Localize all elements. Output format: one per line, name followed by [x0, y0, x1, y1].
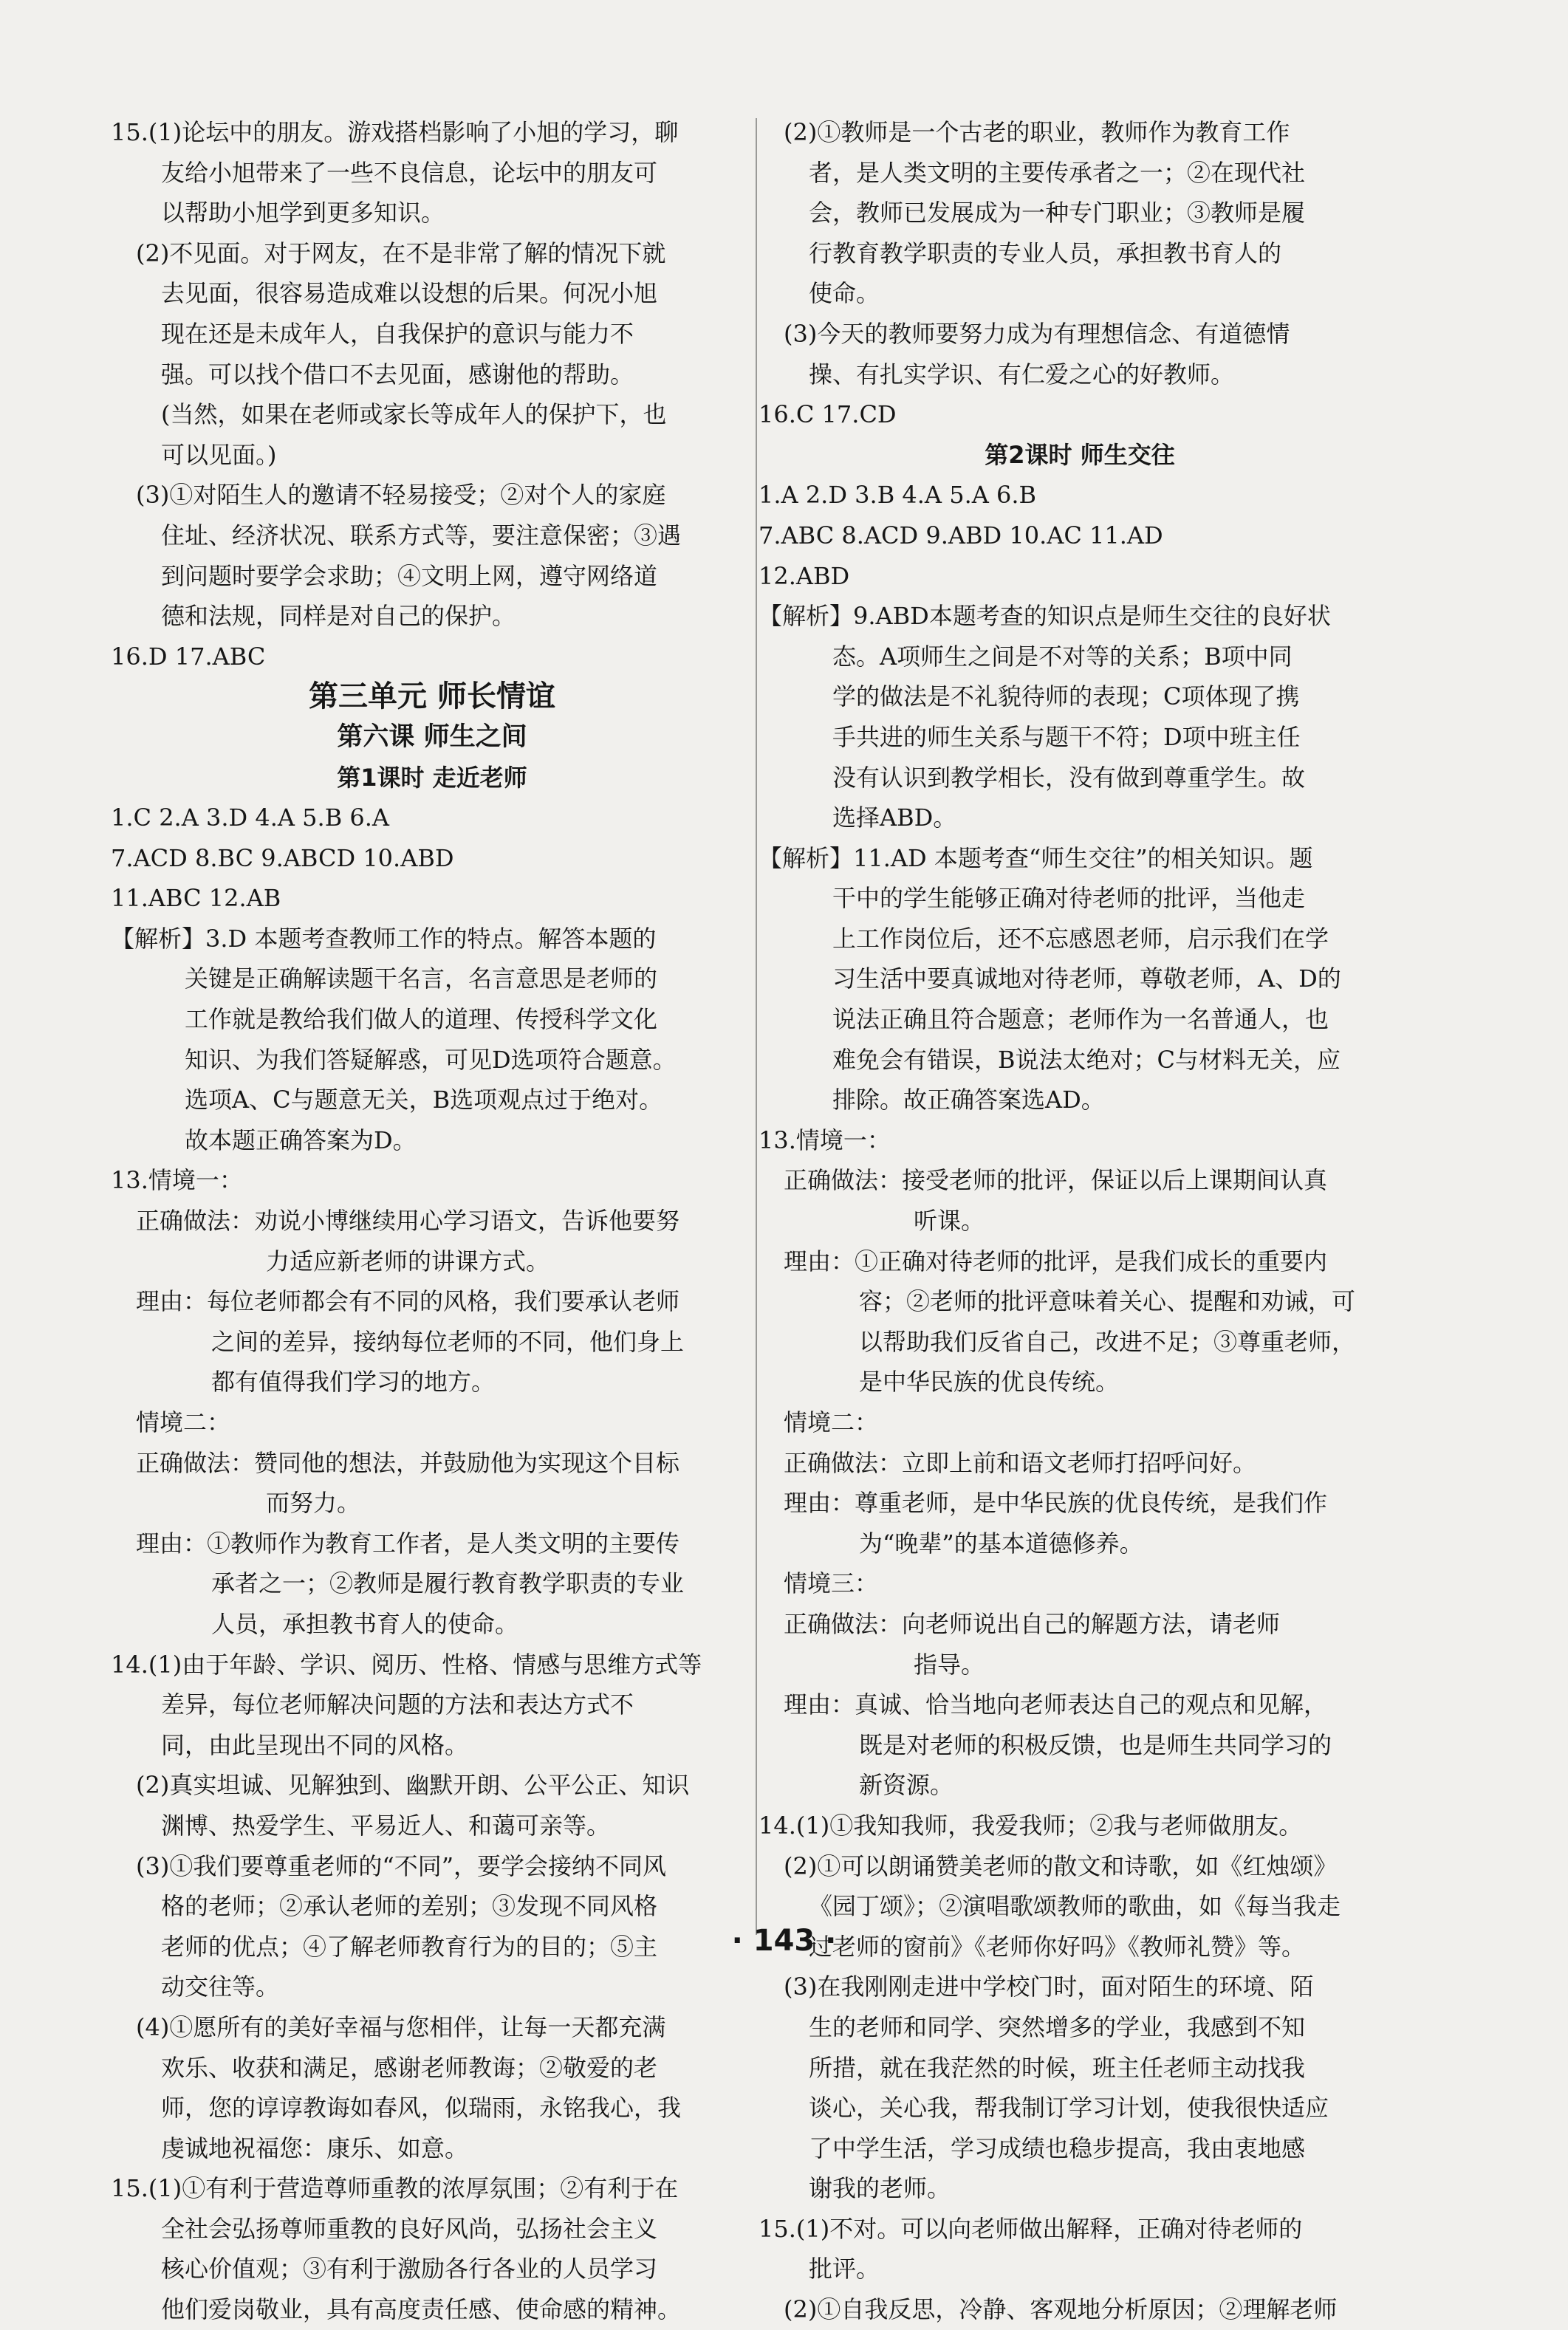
text-line: 会，教师已发展成为一种专门职业；③教师是履: [809, 199, 1306, 227]
text-line: (3)①对陌生人的邀请不轻易接受；②对个人的家庭: [136, 481, 666, 510]
text-line: 排除。故正确答案选AD。: [832, 1086, 1105, 1114]
text-line: 所措，就在我茫然的时候，班主任老师主动找我: [809, 2053, 1306, 2082]
text-line: 新资源。: [859, 1771, 954, 1800]
text-line: 手共进的师生关系与题干不符；D项中班主任: [832, 722, 1301, 751]
text-line: 正确做法：赞同他的想法，并鼓励他为实现这个目标: [136, 1448, 680, 1477]
text-line: 正确做法：接受老师的批评，保证以后上课期间认真: [784, 1166, 1328, 1195]
text-line: (4)①愿所有的美好幸福与您相伴，让每一天都充满: [136, 2012, 666, 2041]
text-line: 动交往等。: [161, 1973, 280, 2001]
text-line: 差异，每位老师解决问题的方法和表达方式不: [161, 1690, 634, 1719]
section-heading: 第1课时 走近老师: [337, 763, 527, 792]
text-line: 说法正确且符合题意；老师作为一名普通人，也: [832, 1005, 1329, 1034]
text-line: 14.(1)由于年龄、学识、阅历、性格、情感与思维方式等: [111, 1650, 702, 1679]
section-heading: 第2课时 师生交往: [985, 440, 1175, 469]
text-line: 住址、经济状况、联系方式等，要注意保密；③遇: [161, 521, 682, 549]
text-line: 15.(1)①有利于营造尊师重教的浓厚氛围；②有利于在: [111, 2174, 679, 2203]
text-line: 到问题时要学会求助；④文明上网，遵守网络道: [161, 561, 658, 590]
text-line: 核心价值观；③有利于激励各行各业的人员学习: [161, 2255, 658, 2283]
text-line: 【解析】9.ABD本题考查的知识点是师生交往的良好状: [759, 602, 1331, 631]
text-line: 13.情境一：: [759, 1125, 891, 1154]
text-line: 正确做法：立即上前和语文老师打招呼问好。: [784, 1448, 1257, 1477]
text-line: 1.A 2.D 3.B 4.A 5.A 6.B: [759, 481, 1037, 510]
text-line: 他们爱岗敬业，具有高度责任感、使命感的精神。: [161, 2295, 682, 2324]
text-line: 干中的学生能够正确对待老师的批评，当他走: [832, 884, 1306, 913]
text-line: 者，是人类文明的主要传承者之一；②在现代社: [809, 158, 1306, 187]
text-line: (3)在我刚刚走进中学校门时，面对陌生的环境、陌: [784, 1973, 1314, 2001]
text-line: (2)①教师是一个古老的职业，教师作为教育工作: [784, 118, 1290, 146]
text-line: 之间的差异，接纳每位老师的不同，他们身上: [211, 1327, 685, 1356]
text-line: 老师的优点；④了解老师教育行为的目的；⑤主: [161, 1932, 658, 1961]
text-line: 上工作岗位后，还不忘感恩老师，启示我们在学: [832, 924, 1329, 953]
text-line: 情境二：: [136, 1408, 231, 1436]
text-line: 7.ABC 8.ACD 9.ABD 10.AC 11.AD: [759, 521, 1163, 549]
text-line: 谈心，关心我，帮我制订学习计划，使我很快适应: [809, 2094, 1329, 2122]
text-line: 以帮助小旭学到更多知识。: [161, 199, 445, 227]
text-line: 情境三：: [784, 1569, 879, 1598]
text-line: 【解析】11.AD 本题考查“师生交往”的相关知识。题: [759, 843, 1313, 872]
text-line: 理由：①教师作为教育工作者，是人类文明的主要传: [136, 1529, 680, 1558]
text-line: (2)真实坦诚、见解独到、幽默开朗、公平公正、知识: [136, 1771, 690, 1800]
text-line: 既是对老师的积极反馈，也是师生共同学习的: [859, 1730, 1332, 1759]
text-line: 选项A、C与题意无关，B选项观点过于绝对。: [185, 1086, 663, 1114]
text-line: (3)①我们要尊重老师的“不同”，要学会接纳不同风: [136, 1851, 667, 1880]
text-line: 全社会弘扬尊师重教的良好风尚，弘扬社会主义: [161, 2214, 658, 2243]
text-line: 操、有扎实学识、有仁爱之心的好教师。: [809, 360, 1235, 388]
text-line: 过老师的窗前》《老师你好吗》《教师礼赞》等。: [809, 1932, 1306, 1961]
section-heading: 第三单元 师长情谊: [309, 679, 555, 714]
text-line: 理由：每位老师都会有不同的风格，我们要承认老师: [136, 1287, 680, 1316]
text-line: 友给小旭带来了一些不良信息，论坛中的朋友可: [161, 158, 658, 187]
text-line: 是中华民族的优良传统。: [859, 1368, 1120, 1397]
text-line: 了中学生活，学习成绩也稳步提高，我由衷地感: [809, 2134, 1306, 2162]
page-number: · 143 ·: [731, 1924, 837, 1958]
text-line: 正确做法：向老师说出自己的解题方法，请老师: [784, 1609, 1281, 1638]
text-line: (当然，如果在老师或家长等成年人的保护下，也: [161, 400, 667, 429]
text-line: 16.C 17.CD: [759, 400, 897, 429]
text-line: 力适应新老师的讲课方式。: [266, 1247, 550, 1275]
text-line: 可以见面。): [161, 440, 277, 469]
text-line: 12.ABD: [759, 561, 850, 590]
text-line: 人员，承担教书育人的使命。: [211, 1609, 519, 1638]
text-line: 16.D 17.ABC: [111, 642, 266, 671]
text-line: 15.(1)论坛中的朋友。游戏搭档影响了小旭的学习，聊: [111, 118, 679, 146]
text-line: 理由：尊重老师，是中华民族的优良传统，是我们作: [784, 1489, 1328, 1518]
text-line: 听课。: [914, 1207, 985, 1236]
section-heading: 第六课 师生之间: [337, 722, 527, 752]
text-line: 学的做法是不礼貌待师的表现；C项体现了携: [832, 682, 1300, 711]
text-line: 15.(1)不对。可以向老师做出解释，正确对待老师的: [759, 2214, 1303, 2243]
text-line: 虔诚地祝福您：康乐、如意。: [161, 2134, 469, 2162]
text-line: 去见面，很容易造成难以设想的后果。何况小旭: [161, 279, 658, 308]
text-line: 同，由此呈现出不同的风格。: [161, 1730, 469, 1759]
text-line: 工作就是教给我们做人的道理、传授科学文化: [185, 1005, 658, 1034]
text-line: 谢我的老师。: [809, 2174, 951, 2203]
text-line: 【解析】3.D 本题考查教师工作的特点。解答本题的: [111, 924, 657, 953]
text-line: 选择ABD。: [832, 803, 957, 832]
text-line: 渊博、热爱学生、平易近人、和蔼可亲等。: [161, 1811, 611, 1840]
text-line: 故本题正确答案为D。: [185, 1125, 417, 1154]
column-divider: [756, 118, 757, 1935]
text-line: 批评。: [809, 2255, 880, 2283]
text-line: 理由：真诚、恰当地向老师表达自己的观点和见解，: [784, 1690, 1328, 1719]
text-line: 态。A项师生之间是不对等的关系；B项中同: [832, 642, 1293, 671]
text-line: 知识、为我们答疑解惑，可见D选项符合题意。: [185, 1045, 677, 1074]
text-line: 使命。: [809, 279, 880, 308]
text-line: (2)①自我反思，冷静、客观地分析原因；②理解老师: [784, 2295, 1338, 2324]
text-line: (2)①可以朗诵赞美老师的散文和诗歌，如《红烛颂》: [784, 1851, 1338, 1880]
left-column: [111, 112, 753, 2330]
text-line: 现在还是未成年人，自我保护的意识与能力不: [161, 319, 634, 348]
text-line: 7.ACD 8.BC 9.ABCD 10.ABD: [111, 843, 454, 872]
text-line: 《园丁颂》；②演唱歌颂教师的歌曲，如《每当我走: [809, 1892, 1341, 1921]
text-line: 关键是正确解读题干名言，名言意思是老师的: [185, 964, 658, 993]
text-line: 欢乐、收获和满足，感谢老师教诲；②敬爱的老: [161, 2053, 658, 2082]
text-line: 11.ABC 12.AB: [111, 884, 281, 913]
text-line: 承者之一；②教师是履行教育教学职责的专业: [211, 1569, 685, 1598]
text-line: 正确做法：劝说小博继续用心学习语文，告诉他要努: [136, 1207, 680, 1236]
text-line: 都有值得我们学习的地方。: [211, 1368, 496, 1397]
text-line: 习生活中要真诚地对待老师，尊敬老师，A、D的: [832, 964, 1341, 993]
text-line: 理由：①正确对待老师的批评，是我们成长的重要内: [784, 1247, 1328, 1275]
text-line: 指导。: [914, 1650, 985, 1679]
text-line: 师，您的谆谆教诲如春风，似瑞雨，永铭我心，我: [161, 2094, 682, 2122]
text-line: 强。可以找个借口不去见面，感谢他的帮助。: [161, 360, 634, 388]
text-line: 没有认识到教学相长，没有做到尊重学生。故: [832, 763, 1306, 792]
text-line: 难免会有错误，B说法太绝对；C与材料无关，应: [832, 1045, 1341, 1074]
text-line: 生的老师和同学、突然增多的学业，我感到不知: [809, 2012, 1306, 2041]
text-line: 格的老师；②承认老师的差别；③发现不同风格: [161, 1892, 658, 1921]
text-line: 为“晚辈”的基本道德修养。: [859, 1529, 1143, 1558]
right-column: [759, 112, 1401, 2330]
text-line: 情境二：: [784, 1408, 879, 1436]
text-line: 德和法规，同样是对自己的保护。: [161, 602, 516, 631]
text-line: 14.(1)①我知我师，我爱我师；②我与老师做朋友。: [759, 1811, 1303, 1840]
text-line: 以帮助我们反省自己，改进不足；③尊重老师，: [859, 1327, 1356, 1356]
text-line: 13.情境一：: [111, 1166, 243, 1195]
text-line: 行教育教学职责的专业人员，承担教书育人的: [809, 239, 1282, 267]
text-line: 容；②老师的批评意味着关心、提醒和劝诫，可: [859, 1287, 1356, 1316]
text-line: 而努力。: [266, 1489, 361, 1518]
text-line: 1.C 2.A 3.D 4.A 5.B 6.A: [111, 803, 390, 832]
text-line: (2)不见面。对于网友，在不是非常了解的情况下就: [136, 239, 666, 267]
text-line: (3)今天的教师要努力成为有理想信念、有道德情: [784, 319, 1290, 348]
